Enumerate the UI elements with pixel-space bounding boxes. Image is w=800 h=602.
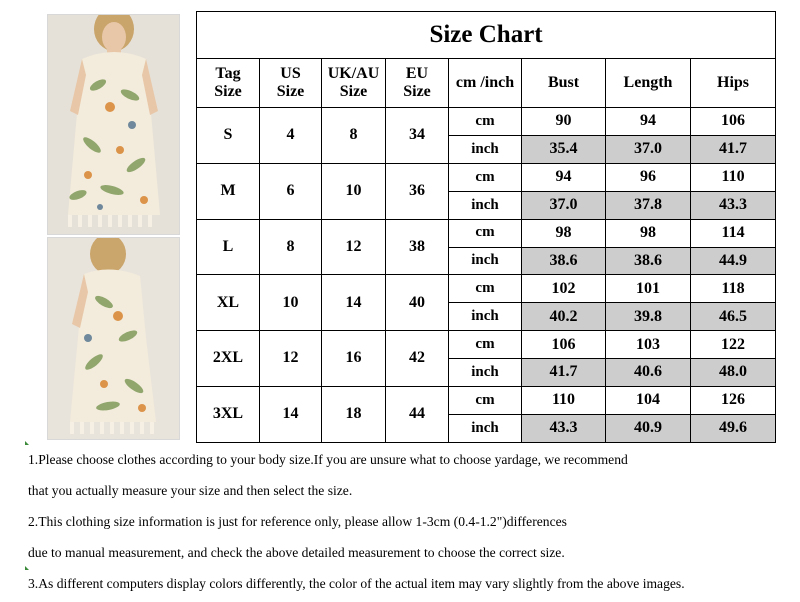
table-row: [197, 387, 776, 415]
size-tag-cell: 3XL: [197, 387, 260, 443]
unit-cell: cm: [449, 163, 522, 191]
corner-mark-icon: [25, 441, 29, 445]
header-bust: Bust: [522, 59, 606, 108]
product-photo-front: [47, 14, 180, 235]
table-row: [197, 108, 776, 136]
length-inch-cell: 39.8: [606, 303, 691, 331]
eu-size-cell: 34: [386, 108, 449, 164]
uk-au-size-cell: 16: [322, 331, 386, 387]
us-size-cell: 4: [260, 108, 322, 164]
bust-cm-cell: 102: [522, 275, 606, 303]
note-line-4: due to manual measurement, and check the above detailed measurement to choose the correct size.: [28, 545, 565, 560]
header-row: [197, 59, 776, 108]
us-size-cell: 6: [260, 163, 322, 219]
dress-front-illustration: [48, 15, 179, 234]
length-inch-cell: 40.6: [606, 359, 691, 387]
header-us-size: US Size: [260, 59, 322, 108]
bust-cm-cell: 110: [522, 387, 606, 415]
hips-inch-cell: 46.5: [691, 303, 776, 331]
hips-inch-cell: 48.0: [691, 359, 776, 387]
length-inch-cell: 37.0: [606, 135, 691, 163]
unit-cell: inch: [449, 191, 522, 219]
eu-size-cell: 38: [386, 219, 449, 275]
unit-cell: cm: [449, 275, 522, 303]
bust-inch-cell: 37.0: [522, 191, 606, 219]
us-size-cell: 10: [260, 275, 322, 331]
table-row: [197, 275, 776, 303]
hips-inch-cell: 43.3: [691, 191, 776, 219]
unit-cell: inch: [449, 414, 522, 442]
hips-cm-cell: 114: [691, 219, 776, 247]
note-line-5: 3.As different computers display colors differently, the color of the actual item may vary slightly from the above images.: [28, 576, 685, 591]
bust-cm-cell: 94: [522, 163, 606, 191]
us-size-cell: 14: [260, 387, 322, 443]
us-size-cell: 8: [260, 219, 322, 275]
bust-inch-cell: 40.2: [522, 303, 606, 331]
unit-cell: cm: [449, 219, 522, 247]
bust-inch-cell: 35.4: [522, 135, 606, 163]
note-line-3: 2.This clothing size information is just for reference only, please allow 1-3cm (0.4-1.2")differences: [28, 514, 567, 529]
hips-inch-cell: 44.9: [691, 247, 776, 275]
hips-cm-cell: 126: [691, 387, 776, 415]
eu-size-cell: 40: [386, 275, 449, 331]
length-inch-cell: 37.8: [606, 191, 691, 219]
us-size-cell: 12: [260, 331, 322, 387]
size-tag-cell: M: [197, 163, 260, 219]
corner-mark-icon: [25, 566, 29, 570]
length-cm-cell: 94: [606, 108, 691, 136]
hips-inch-cell: 41.7: [691, 135, 776, 163]
length-cm-cell: 98: [606, 219, 691, 247]
unit-cell: inch: [449, 303, 522, 331]
length-inch-cell: 40.9: [606, 414, 691, 442]
eu-size-cell: 42: [386, 331, 449, 387]
uk-au-size-cell: 18: [322, 387, 386, 443]
hips-cm-cell: 122: [691, 331, 776, 359]
note-line-1: 1.Please choose clothes according to your body size.If you are unsure what to choose yardage, we recommend: [28, 452, 628, 467]
bust-inch-cell: 41.7: [522, 359, 606, 387]
header-length: Length: [606, 59, 691, 108]
product-photo-back: [47, 237, 180, 440]
header-eu-size: EU Size: [386, 59, 449, 108]
dress-back-illustration: [48, 238, 179, 439]
size-tag-cell: 2XL: [197, 331, 260, 387]
length-cm-cell: 101: [606, 275, 691, 303]
header-hips: Hips: [691, 59, 776, 108]
hips-cm-cell: 118: [691, 275, 776, 303]
size-tag-cell: XL: [197, 275, 260, 331]
header-uk-au-size: UK/AU Size: [322, 59, 386, 108]
hips-cm-cell: 106: [691, 108, 776, 136]
length-inch-cell: 38.6: [606, 247, 691, 275]
bust-inch-cell: 38.6: [522, 247, 606, 275]
bust-inch-cell: 43.3: [522, 414, 606, 442]
size-tag-cell: S: [197, 108, 260, 164]
uk-au-size-cell: 12: [322, 219, 386, 275]
note-line-2: that you actually measure your size and then select the size.: [28, 483, 353, 498]
unit-cell: cm: [449, 108, 522, 136]
size-tag-cell: L: [197, 219, 260, 275]
size-chart-title: Size Chart: [197, 12, 776, 59]
hips-cm-cell: 110: [691, 163, 776, 191]
table-row: [197, 219, 776, 247]
size-chart-table: [196, 11, 776, 443]
length-cm-cell: 96: [606, 163, 691, 191]
length-cm-cell: 103: [606, 331, 691, 359]
header-unit: cm /inch: [449, 59, 522, 108]
header-tag-size: Tag Size: [197, 59, 260, 108]
uk-au-size-cell: 14: [322, 275, 386, 331]
unit-cell: inch: [449, 359, 522, 387]
unit-cell: inch: [449, 247, 522, 275]
uk-au-size-cell: 8: [322, 108, 386, 164]
unit-cell: inch: [449, 135, 522, 163]
bust-cm-cell: 106: [522, 331, 606, 359]
bust-cm-cell: 98: [522, 219, 606, 247]
eu-size-cell: 36: [386, 163, 449, 219]
eu-size-cell: 44: [386, 387, 449, 443]
table-row: [197, 331, 776, 359]
uk-au-size-cell: 10: [322, 163, 386, 219]
unit-cell: cm: [449, 387, 522, 415]
table-row: [197, 163, 776, 191]
unit-cell: cm: [449, 331, 522, 359]
length-cm-cell: 104: [606, 387, 691, 415]
bust-cm-cell: 90: [522, 108, 606, 136]
hips-inch-cell: 49.6: [691, 414, 776, 442]
